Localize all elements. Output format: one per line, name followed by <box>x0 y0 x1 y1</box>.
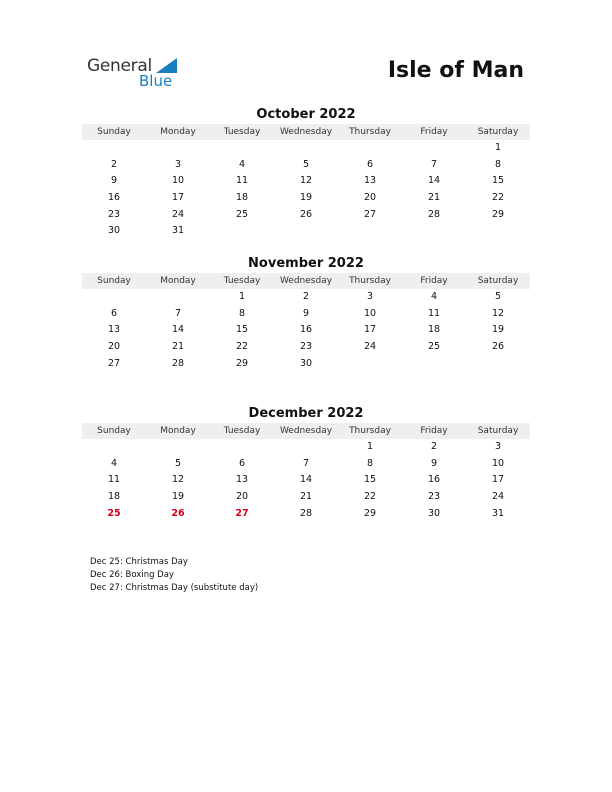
weekday-label: Wednesday <box>279 426 333 436</box>
holiday-note: Dec 27: Christmas Day (substitute day) <box>90 583 259 593</box>
day-cell: 12 <box>299 175 313 187</box>
day-cell: 20 <box>235 491 249 503</box>
day-cell: 8 <box>238 307 246 319</box>
week-row <box>82 173 530 190</box>
weekday-label: Monday <box>160 127 196 137</box>
holiday-notes <box>90 556 258 595</box>
empty-day-cell <box>402 356 466 373</box>
day-cell: 9 <box>302 307 310 319</box>
empty-day-cell <box>146 439 210 456</box>
day-cell: 29 <box>235 357 249 369</box>
week-row <box>82 223 530 240</box>
day-cell: 11 <box>235 175 249 187</box>
day-cell: 6 <box>110 307 118 319</box>
country-title: Isle of Man <box>387 58 524 83</box>
day-cell: 15 <box>491 175 505 187</box>
empty-day-cell <box>338 223 402 240</box>
day-cell: 2 <box>110 158 118 170</box>
weekday-label: Sunday <box>97 276 131 286</box>
day-cell: 31 <box>491 507 505 519</box>
weekday-label: Sunday <box>97 426 131 436</box>
day-cell: 19 <box>171 491 185 503</box>
day-cell: 10 <box>363 307 377 319</box>
day-cell: 4 <box>430 291 438 302</box>
day-cell: 8 <box>366 457 374 469</box>
empty-day-cell <box>402 223 466 240</box>
logo-triangle-icon <box>156 58 177 73</box>
weekday-label: Thursday <box>349 127 391 137</box>
weekday-label: Tuesday <box>223 127 261 137</box>
weekday-label: Thursday <box>349 276 391 286</box>
day-cell: 5 <box>494 291 502 302</box>
day-cell: 18 <box>427 324 441 336</box>
week-row <box>82 356 530 373</box>
day-cell: 22 <box>363 491 377 503</box>
week-row <box>82 439 530 456</box>
day-cell: 25 <box>235 208 249 220</box>
day-cell: 12 <box>491 307 505 319</box>
day-cell: 16 <box>107 192 121 204</box>
holiday-note: Dec 26: Boxing Day <box>90 570 174 580</box>
week-row <box>82 140 530 157</box>
day-cell: 24 <box>491 491 505 503</box>
day-cell: 21 <box>427 192 441 204</box>
month-october <box>82 106 530 240</box>
day-cell: 13 <box>235 474 249 486</box>
weekday-label: Wednesday <box>279 127 333 137</box>
empty-day-cell <box>402 140 466 157</box>
week-row <box>82 190 530 207</box>
month-title: October 2022 <box>256 107 356 122</box>
weekday-label: Friday <box>420 426 448 436</box>
weekday-label: Thursday <box>349 426 391 436</box>
day-cell: 17 <box>491 474 505 486</box>
weekday-label: Wednesday <box>279 276 333 286</box>
empty-day-cell <box>274 223 338 240</box>
holiday-day-cell: 25 <box>107 507 121 519</box>
day-cell: 16 <box>427 474 441 486</box>
week-row <box>82 289 530 306</box>
weekday-label: Friday <box>420 276 448 286</box>
empty-day-cell <box>210 140 274 157</box>
day-cell: 11 <box>427 307 441 319</box>
day-cell: 24 <box>363 341 377 353</box>
holiday-day-cell: 27 <box>235 507 249 519</box>
day-cell: 4 <box>238 158 246 170</box>
empty-day-cell <box>146 140 210 157</box>
holiday-note: Dec 25: Christmas Day <box>90 557 188 567</box>
month-title: November 2022 <box>248 256 364 271</box>
day-cell: 6 <box>366 158 374 170</box>
generalblue-logo <box>87 56 187 92</box>
empty-day-cell <box>338 140 402 157</box>
empty-day-cell <box>82 439 146 456</box>
day-cell: 30 <box>427 507 441 519</box>
day-cell: 25 <box>427 341 441 353</box>
day-cell: 22 <box>235 341 249 353</box>
day-cell: 15 <box>363 474 377 486</box>
day-cell: 3 <box>366 291 374 302</box>
day-cell: 29 <box>363 507 377 519</box>
week-row <box>82 489 530 506</box>
day-cell: 16 <box>299 324 313 336</box>
week-row <box>82 306 530 323</box>
day-cell: 13 <box>363 175 377 187</box>
day-cell: 21 <box>299 491 313 503</box>
day-cell: 26 <box>299 208 313 220</box>
weekday-label: Tuesday <box>223 426 261 436</box>
day-cell: 3 <box>494 441 502 452</box>
day-cell: 1 <box>494 142 502 153</box>
day-cell: 19 <box>491 324 505 336</box>
empty-day-cell <box>274 439 338 456</box>
week-row <box>82 339 530 356</box>
day-cell: 28 <box>299 507 313 519</box>
day-cell: 10 <box>171 175 185 187</box>
day-cell: 23 <box>299 341 313 353</box>
empty-day-cell <box>210 439 274 456</box>
month-title: December 2022 <box>248 406 364 421</box>
weekday-label: Monday <box>160 426 196 436</box>
day-cell: 15 <box>235 324 249 336</box>
day-cell: 12 <box>171 474 185 486</box>
day-cell: 19 <box>299 192 313 204</box>
day-cell: 7 <box>430 158 438 170</box>
week-row <box>82 456 530 473</box>
day-cell: 9 <box>110 175 118 187</box>
day-cell: 7 <box>174 307 182 319</box>
empty-day-cell <box>210 223 274 240</box>
day-cell: 14 <box>427 175 441 187</box>
day-cell: 8 <box>494 158 502 170</box>
weekday-label: Monday <box>160 276 196 286</box>
day-cell: 28 <box>171 357 185 369</box>
day-cell: 13 <box>107 324 121 336</box>
week-row <box>82 207 530 224</box>
empty-day-cell <box>146 289 210 306</box>
day-cell: 1 <box>238 291 246 302</box>
day-cell: 5 <box>174 457 182 469</box>
month-december <box>82 405 530 522</box>
day-cell: 4 <box>110 457 118 469</box>
empty-day-cell <box>466 223 530 240</box>
day-cell: 18 <box>235 192 249 204</box>
empty-day-cell <box>82 289 146 306</box>
day-cell: 20 <box>363 192 377 204</box>
day-cell: 27 <box>363 208 377 220</box>
day-cell: 21 <box>171 341 185 353</box>
day-cell: 30 <box>107 225 121 237</box>
weekday-label: Saturday <box>477 127 519 137</box>
holiday-day-cell: 26 <box>171 507 185 519</box>
day-cell: 27 <box>107 357 121 369</box>
day-cell: 3 <box>174 158 182 170</box>
day-cell: 22 <box>491 192 505 204</box>
day-cell: 2 <box>430 441 438 452</box>
week-row <box>82 506 530 523</box>
day-cell: 20 <box>107 341 121 353</box>
day-cell: 1 <box>366 441 374 452</box>
day-cell: 9 <box>430 457 438 469</box>
weekday-label: Saturday <box>477 426 519 436</box>
day-cell: 28 <box>427 208 441 220</box>
day-cell: 23 <box>107 208 121 220</box>
empty-day-cell <box>338 356 402 373</box>
weekday-header-row <box>82 273 530 289</box>
week-row <box>82 157 530 174</box>
day-cell: 11 <box>107 474 121 486</box>
day-cell: 10 <box>491 457 505 469</box>
day-cell: 2 <box>302 291 310 302</box>
day-cell: 30 <box>299 357 313 369</box>
empty-day-cell <box>274 140 338 157</box>
day-cell: 6 <box>238 457 246 469</box>
day-cell: 17 <box>363 324 377 336</box>
weekday-header-row <box>82 423 530 439</box>
weekday-label: Sunday <box>97 127 131 137</box>
empty-day-cell <box>466 356 530 373</box>
day-cell: 7 <box>302 457 310 469</box>
logo-blue-text: Blue <box>139 72 173 90</box>
day-cell: 29 <box>491 208 505 220</box>
day-cell: 5 <box>302 158 310 170</box>
day-cell: 17 <box>171 192 185 204</box>
day-cell: 31 <box>171 225 185 237</box>
logo-general-text: General <box>87 56 152 76</box>
day-cell: 14 <box>171 324 185 336</box>
week-row <box>82 472 530 489</box>
weekday-header-row <box>82 124 530 140</box>
month-november <box>82 255 530 372</box>
weekday-label: Tuesday <box>223 276 261 286</box>
day-cell: 14 <box>299 474 313 486</box>
day-cell: 23 <box>427 491 441 503</box>
day-cell: 26 <box>491 341 505 353</box>
day-cell: 18 <box>107 491 121 503</box>
day-cell: 24 <box>171 208 185 220</box>
weekday-label: Friday <box>420 127 448 137</box>
empty-day-cell <box>82 140 146 157</box>
week-row <box>82 322 530 339</box>
weekday-label: Saturday <box>477 276 519 286</box>
